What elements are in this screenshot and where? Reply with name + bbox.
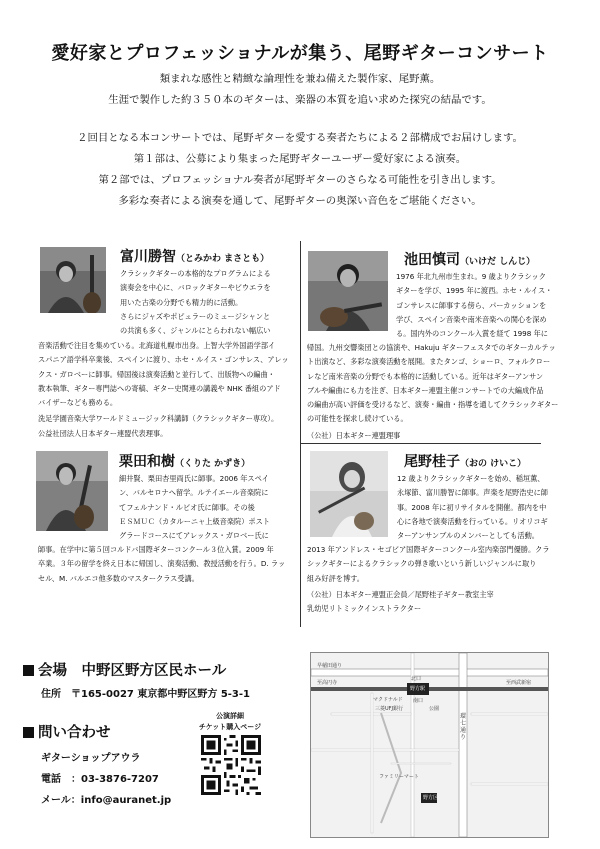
bio-line: 音楽活動で注目を集めている。北海道札幌市出身。上智大学外国語学部イ (38, 341, 276, 350)
bio-line: さらにジャズやポピュラーのミュージシャンと (120, 311, 271, 321)
venue-address: 住所 〒165-0027 東京都中野区野方 5-3-1 (41, 689, 250, 700)
performer-bio-ikeda-top (396, 270, 566, 341)
bio-line: 教本執筆、ギター専門誌への寄稿、ギター史関連の講義や NHK 番組のアド (38, 383, 281, 393)
page-title: 愛好家とプロフェッショナルが集う、尾野ギターコンサート (51, 43, 549, 64)
performer-bio-tomikawa-top (120, 267, 295, 338)
intro-paragraph-2 (0, 128, 600, 191)
bio-line: てフェルナンド・ルビオ氏に師事。その後 (119, 502, 255, 512)
bio-line: レなど南米音楽の分野でも本格的に活動している。近年はギターアンサン (307, 371, 544, 381)
bio-line: 事。2008 年に初リサイタルを開催。都内を中 (397, 502, 547, 512)
bio-note: 公益社団法人日本ギター連盟代表理事。 (38, 428, 168, 438)
venue-map[interactable] (310, 652, 549, 838)
bio-line: の可能性を探求し続けている。 (307, 414, 408, 424)
bio-line: ゴンサレスに師事する傍ら、パーカッションを (396, 300, 547, 310)
grid-divider-horizontal (300, 443, 541, 444)
performer-reading: （とみかわ まさとも） (176, 254, 270, 264)
bio-line: 1976 年北九州市生まれ。9 歳よりクラシック (396, 272, 546, 281)
performer-photo-tomikawa (40, 247, 106, 313)
bio-line: ブルや編曲にも力を注ぎ、日本ギター連盟主催コンサートでの大編成作品 (307, 385, 544, 395)
bio-line: ト出演など、多彩な演奏活動を展開。またタンゴ、ショーロ、フォルクロー (307, 357, 551, 367)
bio-line: ＥＳＭＵＣ（カタルーニャ上級音楽院）ポスト (119, 516, 270, 526)
map-label-south-exit: 南口 (413, 698, 424, 704)
intro-line: 生涯で製作した約３５０本のギターは、楽器の本質を追い求めた探究の結晶です。 (108, 94, 492, 106)
qr-label-line: 公演詳細 (216, 712, 244, 720)
bio-line: 演奏会を中心に、バロックギターやビウエラを (120, 283, 271, 293)
bio-line: クス・ガロベーに師事。帰国後は演奏活動と並行して、出版物への編曲・ (38, 369, 275, 379)
map-label-park: 公園 (429, 706, 440, 712)
performer-photo-kurita (36, 451, 108, 531)
bio-line: 学び、スペイン音楽や南米音楽への関心を深め (396, 314, 547, 324)
performer-bio-tomikawa-bottom (38, 339, 296, 441)
bio-line: 帰国。九州交響楽団との協演や、Hakuju ギターフェスタでのギターカルテッ (307, 343, 556, 352)
bio-line: 細井賢、栗田杏里両氏に師事。2006 年スペイ (119, 474, 269, 483)
intro-line: 第２部では、プロフェッショナル奏者が尾野ギターのさらなる可能性を引き出します。 (98, 174, 502, 186)
performer-name: 栗田和樹 (119, 454, 175, 470)
venue-heading-text: 会場 中野区野方区民ホール (38, 663, 227, 679)
performer-name-tomikawa (120, 246, 269, 266)
intro-line: 類まれな感性と精緻な論理性を兼ね備えた製作家、尾野薫。 (159, 73, 441, 85)
bio-line: 12 歳よりクラシックギターを始め、稲垣薫、 (397, 474, 545, 483)
bio-line: ターアンサンブルのメンバーとしても活動。 (397, 531, 539, 541)
intro-line: 第１部は、公募により集まった尾野ギターユーザー愛好家による演奏。 (133, 153, 467, 165)
map-label-mcd: マクドナルド (373, 697, 403, 703)
performer-name-kurita (119, 451, 250, 471)
bio-line: 心に各地で演奏活動を行っている。リオリコギ (397, 516, 548, 526)
bio-line: クラシックギターの本格的なプログラムによる (120, 269, 271, 278)
contact-shop: ギターショップアウラ (41, 753, 141, 764)
performer-bio-ono-top (397, 472, 569, 543)
performer-photo-ikeda (308, 251, 388, 331)
intro-paragraph-1 (0, 69, 600, 111)
bio-line: 卒業。３年の留学を終え日本に帰国し、演奏活動、教授活動を行う。D. ラッ (38, 559, 286, 569)
map-label-station: 野方駅 (410, 686, 426, 692)
bio-line: 組み好評を博す。 (307, 573, 364, 583)
bio-line: ン、バルセロナへ留学。ルテイエール音楽院に (119, 488, 269, 498)
map-label-bank: 三菱UFJ銀行 (375, 706, 404, 712)
performer-name-ono (404, 451, 526, 471)
contact-heading (23, 721, 111, 742)
grid-divider-vertical (300, 241, 301, 627)
performer-reading: （おの けいこ） (460, 459, 527, 469)
bio-line: セル、M. バルエコ他多数のマスタークラス受講。 (38, 573, 199, 583)
bio-line: バイザーなども務める。 (38, 398, 118, 408)
map-label-road-left: 至高円寺 (317, 680, 338, 686)
bio-note: （公社）日本ギター連盟理事 (307, 430, 401, 440)
bio-line: の共演も多く、ジャンルにとらわれない幅広い (120, 326, 271, 336)
qr-label (190, 711, 270, 733)
intro-paragraph-3 (0, 191, 600, 212)
performer-name: 池田慎司 (404, 252, 460, 268)
bio-line: る。国内外のコンクール入賞を経て 1998 年に (396, 329, 548, 339)
intro-line: 多彩な奏者による演奏を通して、尾野ギターの奥深い音色をご堪能ください。 (118, 195, 482, 207)
bio-note: （公社）日本ギター連盟正会員／尾野桂子ギター教室主宰 (307, 589, 494, 599)
performer-bio-ono-bottom (307, 543, 571, 616)
performer-reading: （いけだ しんじ） (460, 257, 536, 267)
bio-line: 師事。在学中に第５回コルドバ国際ギターコンクール３位入賞。2009 年 (38, 545, 274, 554)
bio-line: 永塚節、富川勝智に師事。声楽を尾野浩史に師 (397, 488, 548, 498)
map-label-north-exit: 北口 (411, 676, 422, 682)
performer-name-ikeda (404, 249, 535, 269)
map-label-family: ファミリーマート (379, 774, 419, 780)
contact-phone: 電話 ：03-3876-7207 (41, 774, 159, 785)
bio-line: 2013 年アンドレス・セゴビア国際ギターコンクール室内楽部門優勝。クラ (307, 545, 550, 554)
performer-bio-ikeda-bottom (307, 341, 571, 443)
bullet-square-icon (23, 727, 34, 738)
bullet-square-icon (23, 665, 34, 676)
performer-name: 尾野桂子 (404, 454, 460, 470)
contact-heading-text: 問い合わせ (38, 725, 111, 741)
qr-label-line: チケット購入ページ (198, 723, 262, 731)
venue-heading (23, 659, 226, 680)
map-label-road-right: 至西武新宿 (506, 680, 532, 686)
bio-line: グラードコースにてアレックス・ガロベー氏に (119, 531, 269, 541)
performer-reading: （くりた かずき） (175, 459, 251, 469)
qr-code-icon[interactable] (201, 735, 261, 795)
map-label-road1: 早稲田通り (317, 663, 343, 669)
performer-bio-kurita-bottom (38, 543, 296, 586)
intro-line: ２回目となる本コンサートでは、尾野ギターを愛する奏者たちによる２部構成でお届けします。 (77, 132, 523, 144)
performer-photo-ono (310, 451, 388, 537)
contact-email[interactable]: メール：info@auranet.jp (41, 795, 172, 806)
bio-note: 洗足学園音楽大学ワールドミュージック科講師（クラシックギター専攻）。 (38, 414, 279, 424)
performer-name: 富川勝智 (120, 249, 176, 265)
performer-bio-kurita-top (119, 472, 297, 543)
bio-note: 乳幼児リトミックインストラクター (307, 604, 422, 614)
bio-line: ギターを学び、1995 年に渡西。ホセ・ルイス・ (396, 286, 553, 296)
map-label-hall: 野方区 (423, 795, 439, 801)
bio-line: の編曲が高い評価を受けるなど、演奏・編曲・指導を通してクラシックギター (307, 400, 559, 410)
bio-line: 用いた古楽の分野でも精力的に活動。 (120, 297, 243, 307)
bio-line: スパニア語学科卒業後、スペインに渡り、ホセ・ルイス・ゴンサレス、アレッ (38, 355, 289, 365)
map-label-kanpachi: 環七通り (459, 713, 466, 741)
bio-line: シックギターによるクラシックの弾き歌いという新しいジャンルに取り (307, 559, 537, 569)
